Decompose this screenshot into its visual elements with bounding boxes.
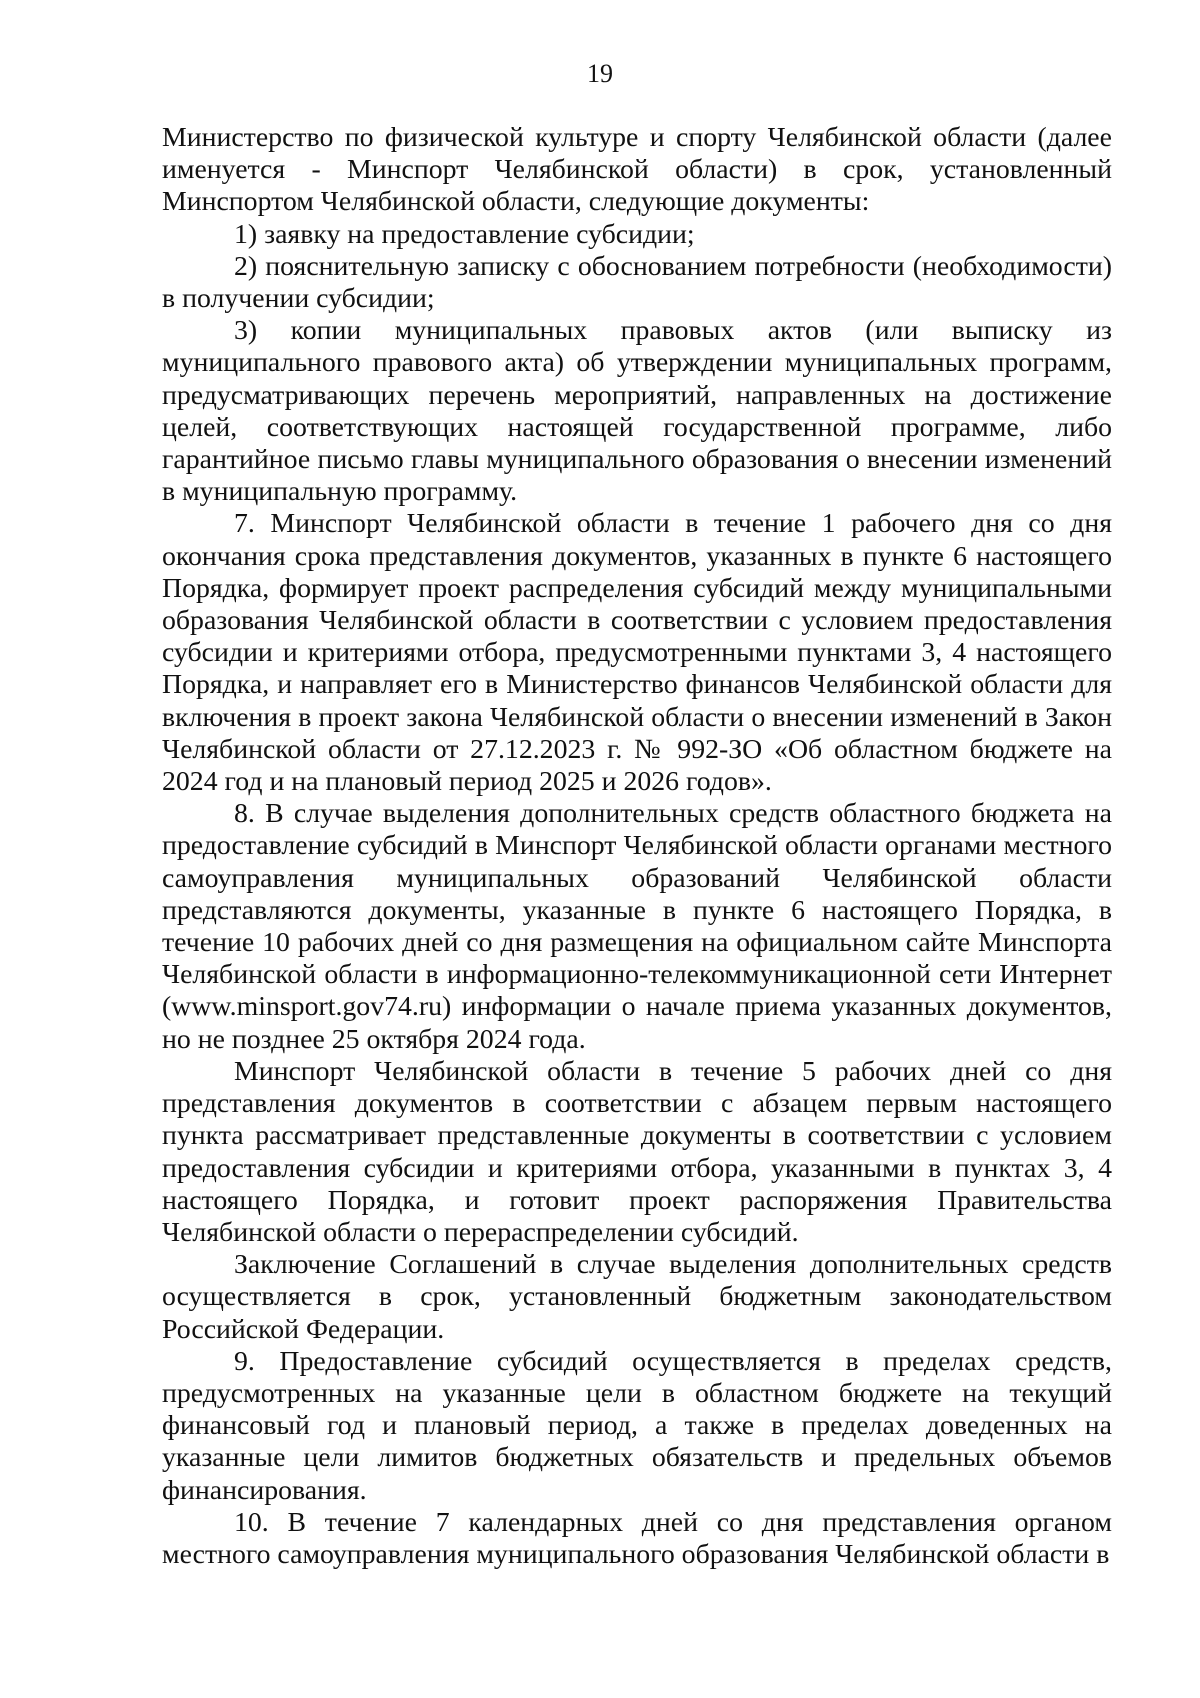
- paragraph-intro: Министерство по физической культуре и спорту Челябинской области (далее именуется - Минспорт Челябинской области) в срок, установленный Минспортом Челябинской области, следующие документы:: [162, 122, 1112, 218]
- list-item-1: 1) заявку на предоставление субсидии;: [234, 218, 695, 250]
- clause-8-paragraph-2: Минспорт Челябинской области в течение 5 рабочих дней со дня представления документов в соответствии с абзацем первым настоящего пункта рассматривает представленные документы в соответствии с условием предоставления субсидии и критериями отбора, указанными в пунктах 3, 4 настоящего Порядка, и готовит проект распоряжения Правительства Челябинской области о перераспределении субсидий.: [162, 1055, 1112, 1248]
- list-item-3: 3) копии муниципальных правовых актов (или выписку из муниципального правового акта) об утверждении муниципальных программ, предусматривающих перечень мероприятий, направленных на достижение целей, соответствующих настоящей государственной программе, либо гарантийное письмо главы муниципального образования о внесении изменений в муниципальную программу.: [162, 315, 1112, 508]
- clause-8-paragraph-3: Заключение Соглашений в случае выделения дополнительных средств осуществляется в срок, установленный бюджетным законодательством Российской Федерации.: [162, 1249, 1112, 1345]
- clause-9: 9. Предоставление субсидий осуществляется в пределах средств, предусмотренных на указанные цели в областном бюджете на текущий финансовый год и плановый период, а также в пределах доведенных на указанные цели лимитов бюджетных обязательств и предельных объемов финансирования.: [162, 1345, 1112, 1506]
- page-number: 19: [587, 59, 613, 88]
- clause-8: 8. В случае выделения дополнительных средств областного бюджета на предоставление субсидий в Минспорт Челябинской области органами местного самоуправления муниципальных образований Челябинской области представляются документы, указанные в пункте 6 настоящего Порядка, в течение 10 рабочих дней со дня размещения на официальном сайте Минспорта Челябинской области в информационно-телекоммуникационной сети Интернет (www.minsport.gov74.ru) информации о начале приема указанных документов, но не позднее 25 октября 2024 года.: [162, 798, 1112, 1055]
- list-item-2: 2) пояснительную записку с обоснованием потребности (необходимости) в получении субсидии;: [162, 250, 1112, 315]
- clause-7: 7. Минспорт Челябинской области в течение 1 рабочего дня со дня окончания срока представления документов, указанных в пункте 6 настоящего Порядка, формирует проект распределения субсидий между муниципальными образования Челябинской области в соответствии с условием предоставления субсидии и критериями отбора, предусмотренными пунктами 3, 4 настоящего Порядка, и направляет его в Министерство финансов Челябинской области для включения в проект закона Челябинской области о внесении изменений в Закон Челябинской области от 27.12.2023 г. № 992-ЗО «Об областном бюджете на 2024 год и на плановый период 2025 и 2026 годов».: [162, 508, 1112, 798]
- document-body: [162, 122, 1112, 1571]
- clause-10: 10. В течение 7 календарных дней со дня представления органом местного самоуправления муниципального образования Челябинской области в: [162, 1506, 1112, 1570]
